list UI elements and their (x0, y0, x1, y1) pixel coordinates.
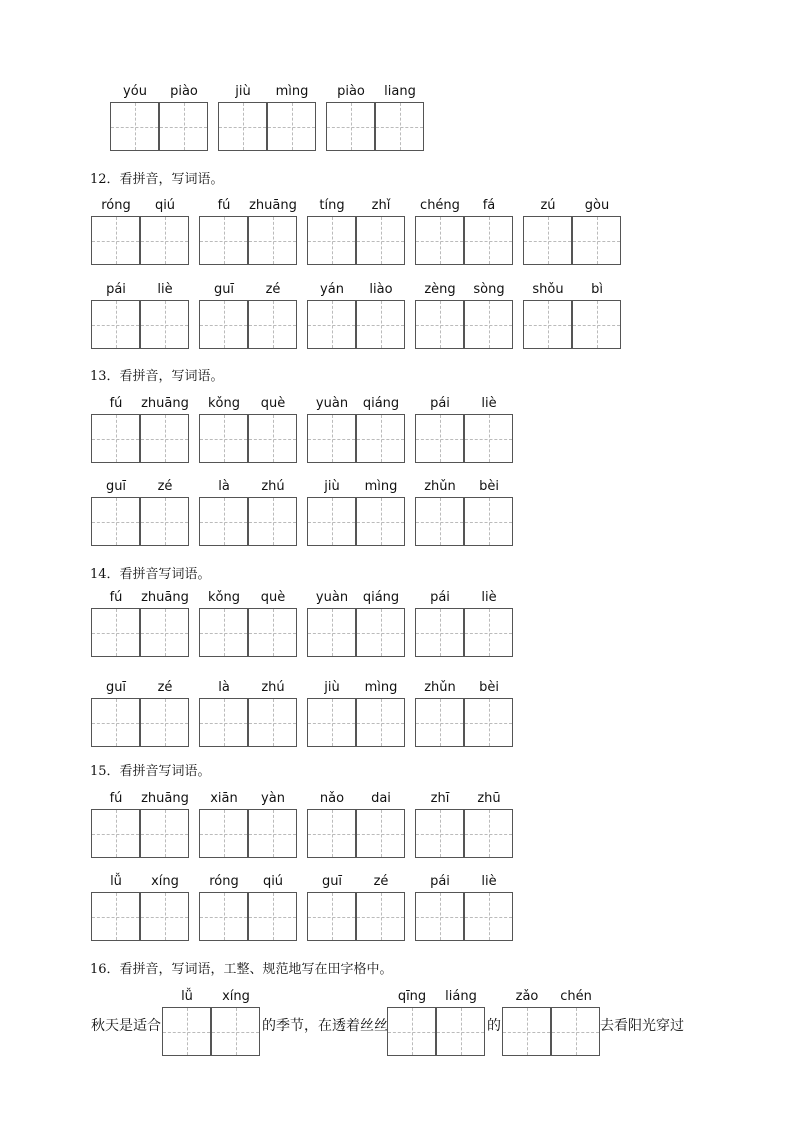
pinyin-label: zhǔn (424, 680, 456, 695)
tianzige-box[interactable] (464, 892, 513, 941)
tianzige-box[interactable] (415, 809, 464, 858)
pinyin-label: guī (321, 874, 343, 889)
pinyin-label: guī (105, 479, 127, 494)
tianzige-box[interactable] (572, 300, 621, 349)
pinyin-label: zhī (430, 791, 450, 806)
pinyin-label: liè (481, 396, 497, 411)
pinyin-label: liáng (445, 989, 477, 1004)
pinyin-label: bì (591, 282, 603, 297)
tianzige-box[interactable] (307, 414, 356, 463)
pinyin-label: tíng (319, 198, 345, 213)
pinyin-label: sòng (473, 282, 505, 297)
pinyin-label: zhuāng (141, 590, 189, 605)
pinyin-label: xíng (151, 874, 179, 889)
pinyin-label: fú (109, 590, 123, 605)
pinyin-label: xiān (210, 791, 238, 806)
tianzige-box[interactable] (218, 102, 267, 151)
tianzige-box[interactable] (162, 1007, 211, 1056)
tianzige-box[interactable] (464, 608, 513, 657)
tianzige-box[interactable] (248, 300, 297, 349)
question-heading: 12．看拼音，写词语。 (90, 172, 224, 187)
tianzige-box[interactable] (464, 414, 513, 463)
pinyin-label: lǚ (181, 989, 193, 1004)
tianzige-box[interactable] (415, 497, 464, 546)
pinyin-label: qīng (397, 989, 427, 1004)
pinyin-label: yán (320, 282, 344, 297)
pinyin-label: zhuāng (249, 198, 297, 213)
tianzige-box[interactable] (464, 216, 513, 265)
tianzige-box[interactable] (140, 497, 189, 546)
tianzige-box[interactable] (551, 1007, 600, 1056)
tianzige-box[interactable] (248, 497, 297, 546)
tianzige-box[interactable] (91, 698, 140, 747)
tianzige-box[interactable] (140, 216, 189, 265)
pinyin-label: jiù (324, 680, 340, 695)
sentence-text: 去看阳光穿过 (600, 1018, 684, 1034)
tianzige-box[interactable] (356, 809, 405, 858)
tianzige-box[interactable] (415, 892, 464, 941)
pinyin-label: qiú (262, 874, 284, 889)
tianzige-box[interactable] (464, 698, 513, 747)
pinyin-label: zèng (424, 282, 456, 297)
tianzige-box[interactable] (199, 216, 248, 265)
pinyin-label: liè (481, 590, 497, 605)
pinyin-label: là (218, 479, 230, 494)
tianzige-box[interactable] (464, 809, 513, 858)
tianzige-box[interactable] (464, 497, 513, 546)
pinyin-label: yuàn (315, 396, 349, 411)
pinyin-label: fá (482, 198, 496, 213)
tianzige-box[interactable] (110, 102, 159, 151)
tianzige-box[interactable] (356, 892, 405, 941)
tianzige-box[interactable] (267, 102, 316, 151)
tianzige-box[interactable] (502, 1007, 551, 1056)
tianzige-box[interactable] (140, 892, 189, 941)
tianzige-box[interactable] (326, 102, 375, 151)
tianzige-box[interactable] (387, 1007, 436, 1056)
sentence-text: 的季节，在透着丝丝 (262, 1018, 388, 1034)
tianzige-box[interactable] (248, 698, 297, 747)
pinyin-label: dai (371, 791, 391, 806)
question-heading: 16．看拼音，写词语，工整、规范地写在田字格中。 (90, 962, 393, 977)
pinyin-label: zhuāng (141, 791, 189, 806)
pinyin-label: qiú (154, 198, 176, 213)
tianzige-box[interactable] (248, 414, 297, 463)
pinyin-label: pái (430, 396, 450, 411)
sentence-text: 秋天是适合 (91, 1018, 161, 1034)
tianzige-box[interactable] (307, 892, 356, 941)
pinyin-label: guī (105, 680, 127, 695)
tianzige-box[interactable] (356, 414, 405, 463)
tianzige-box[interactable] (415, 414, 464, 463)
pinyin-label: mìng (364, 479, 398, 494)
pinyin-label: chéng (420, 198, 460, 213)
tianzige-box[interactable] (523, 216, 572, 265)
tianzige-box[interactable] (91, 608, 140, 657)
tianzige-box[interactable] (248, 216, 297, 265)
tianzige-box[interactable] (375, 102, 424, 151)
pinyin-label: yàn (261, 791, 285, 806)
question-heading: 14．看拼音写词语。 (90, 567, 211, 582)
tianzige-box[interactable] (307, 300, 356, 349)
pinyin-label: chén (560, 989, 592, 1004)
tianzige-box[interactable] (307, 809, 356, 858)
tianzige-box[interactable] (356, 300, 405, 349)
pinyin-label: yuàn (315, 590, 349, 605)
pinyin-label: zhú (261, 479, 285, 494)
tianzige-box[interactable] (91, 414, 140, 463)
tianzige-box[interactable] (415, 216, 464, 265)
pinyin-label: là (218, 680, 230, 695)
pinyin-label: liào (369, 282, 393, 297)
tianzige-box[interactable] (356, 216, 405, 265)
tianzige-box[interactable] (91, 497, 140, 546)
tianzige-box[interactable] (307, 497, 356, 546)
pinyin-label: jiù (235, 84, 251, 99)
pinyin-label: zé (157, 479, 173, 494)
pinyin-label: jiù (324, 479, 340, 494)
tianzige-box[interactable] (211, 1007, 260, 1056)
pinyin-label: liè (481, 874, 497, 889)
pinyin-label: mìng (275, 84, 309, 99)
pinyin-label: shǒu (532, 282, 564, 297)
pinyin-label: kǒng (208, 590, 240, 605)
pinyin-label: xíng (222, 989, 250, 1004)
pinyin-label: fú (217, 198, 231, 213)
pinyin-label: liè (157, 282, 173, 297)
tianzige-box[interactable] (91, 216, 140, 265)
tianzige-box[interactable] (199, 892, 248, 941)
tianzige-box[interactable] (140, 300, 189, 349)
tianzige-box[interactable] (248, 608, 297, 657)
pinyin-label: zhū (477, 791, 501, 806)
pinyin-label: zé (265, 282, 281, 297)
tianzige-box[interactable] (415, 300, 464, 349)
tianzige-box[interactable] (91, 300, 140, 349)
tianzige-box[interactable] (140, 414, 189, 463)
tianzige-box[interactable] (248, 809, 297, 858)
pinyin-label: zhú (261, 680, 285, 695)
tianzige-box[interactable] (356, 698, 405, 747)
tianzige-box[interactable] (140, 608, 189, 657)
tianzige-box[interactable] (199, 300, 248, 349)
pinyin-label: qiáng (362, 396, 400, 411)
pinyin-label: kǒng (208, 396, 240, 411)
pinyin-label: pái (430, 590, 450, 605)
pinyin-label: zé (373, 874, 389, 889)
pinyin-label: zé (157, 680, 173, 695)
pinyin-label: fú (109, 791, 123, 806)
sentence-text: 的 (487, 1018, 501, 1034)
tianzige-box[interactable] (436, 1007, 485, 1056)
pinyin-label: zhuāng (141, 396, 189, 411)
tianzige-box[interactable] (356, 497, 405, 546)
pinyin-label: róng (101, 198, 131, 213)
tianzige-box[interactable] (199, 698, 248, 747)
pinyin-label: zǎo (515, 989, 539, 1004)
pinyin-label: què (260, 590, 286, 605)
pinyin-label: qiáng (362, 590, 400, 605)
tianzige-box[interactable] (140, 809, 189, 858)
pinyin-label: bèi (479, 680, 499, 695)
pinyin-label: fú (109, 396, 123, 411)
tianzige-box[interactable] (307, 698, 356, 747)
tianzige-box[interactable] (248, 892, 297, 941)
pinyin-label: guī (213, 282, 235, 297)
pinyin-label: róng (209, 874, 239, 889)
tianzige-box[interactable] (523, 300, 572, 349)
tianzige-box[interactable] (464, 300, 513, 349)
tianzige-box[interactable] (199, 809, 248, 858)
pinyin-label: pái (106, 282, 126, 297)
pinyin-label: liang (384, 84, 416, 99)
pinyin-label: piào (170, 84, 198, 99)
tianzige-box[interactable] (199, 608, 248, 657)
tianzige-box[interactable] (572, 216, 621, 265)
pinyin-label: zú (540, 198, 556, 213)
pinyin-label: gòu (584, 198, 610, 213)
pinyin-label: piào (337, 84, 365, 99)
tianzige-box[interactable] (91, 809, 140, 858)
pinyin-label: zhǐ (371, 198, 391, 213)
tianzige-box[interactable] (307, 608, 356, 657)
question-heading: 15．看拼音写词语。 (90, 764, 211, 779)
tianzige-box[interactable] (307, 216, 356, 265)
tianzige-box[interactable] (199, 414, 248, 463)
tianzige-box[interactable] (91, 892, 140, 941)
pinyin-label: bèi (479, 479, 499, 494)
tianzige-box[interactable] (159, 102, 208, 151)
pinyin-label: yóu (123, 84, 147, 99)
tianzige-box[interactable] (415, 608, 464, 657)
question-heading: 13．看拼音，写词语。 (90, 369, 224, 384)
pinyin-label: nǎo (319, 791, 345, 806)
pinyin-label: lǚ (110, 874, 122, 889)
tianzige-box[interactable] (140, 698, 189, 747)
tianzige-box[interactable] (199, 497, 248, 546)
pinyin-label: zhǔn (424, 479, 456, 494)
pinyin-label: pái (430, 874, 450, 889)
tianzige-box[interactable] (415, 698, 464, 747)
pinyin-label: mìng (364, 680, 398, 695)
pinyin-label: què (260, 396, 286, 411)
tianzige-box[interactable] (356, 608, 405, 657)
